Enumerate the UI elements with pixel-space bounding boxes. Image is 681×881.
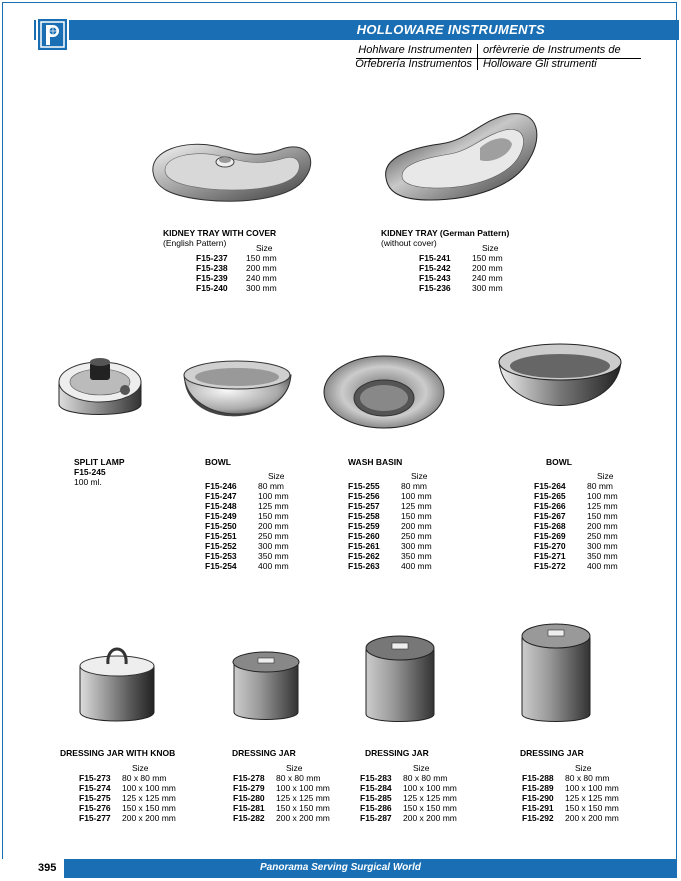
size-row xyxy=(348,521,432,531)
product-size: 100 mm xyxy=(587,491,618,501)
product-size: 125 x 125 mm xyxy=(565,793,619,803)
dressing-jar-1-caption xyxy=(232,748,296,758)
product-name: BOWL xyxy=(205,457,231,467)
size-row xyxy=(534,541,618,551)
product-code: F15-262 xyxy=(348,551,380,561)
product-size: 80 mm xyxy=(401,481,427,491)
product-code: F15-273 xyxy=(79,773,111,783)
product-size: 200 mm xyxy=(472,263,503,273)
product-name: DRESSING JAR xyxy=(365,748,429,758)
product-size: 350 mm xyxy=(401,551,432,561)
product-name: DRESSING JAR WITH KNOB xyxy=(60,748,176,758)
product-code: F15-267 xyxy=(534,511,566,521)
product-code: F15-289 xyxy=(522,783,554,793)
product-code: F15-241 xyxy=(419,253,451,263)
kidney-tray-with-cover-image xyxy=(145,132,320,212)
product-size: 150 x 150 mm xyxy=(403,803,457,813)
product-code: F15-249 xyxy=(205,511,237,521)
size-header: Size xyxy=(597,471,614,481)
product-size: 125 mm xyxy=(401,501,432,511)
product-size: 80 mm xyxy=(587,481,613,491)
size-row xyxy=(360,783,457,793)
deep-bowl-image xyxy=(495,340,625,425)
size-header: Size xyxy=(411,471,428,481)
product-size: 150 x 150 mm xyxy=(276,803,330,813)
size-row xyxy=(534,551,618,561)
product-size: 150 mm xyxy=(472,253,503,263)
product-code: F15-269 xyxy=(534,531,566,541)
size-row xyxy=(205,491,289,501)
dressing-jar-knob-size-list xyxy=(79,763,176,823)
product-size: 125 x 125 mm xyxy=(403,793,457,803)
size-row xyxy=(233,813,330,823)
size-row xyxy=(233,793,330,803)
subtitle-divider-vertical xyxy=(477,44,478,70)
product-code: F15-259 xyxy=(348,521,380,531)
product-size: 250 mm xyxy=(587,531,618,541)
size-row xyxy=(360,813,457,823)
size-row xyxy=(522,803,619,813)
product-size: 300 mm xyxy=(246,283,277,293)
product-code: F15-287 xyxy=(360,813,392,823)
product-size: 350 mm xyxy=(587,551,618,561)
product-code: F15-275 xyxy=(79,793,111,803)
product-code: F15-261 xyxy=(348,541,380,551)
size-row xyxy=(348,531,432,541)
product-size: 200 x 200 mm xyxy=(565,813,619,823)
product-code: F15-263 xyxy=(348,561,380,571)
product-code: F15-286 xyxy=(360,803,392,813)
size-row xyxy=(196,273,277,283)
product-size: 150 mm xyxy=(258,511,289,521)
product-name: SPLIT LAMP xyxy=(74,457,125,467)
size-row xyxy=(419,263,503,273)
subtitle-french: orfèvrerie de Instruments de xyxy=(483,44,621,56)
kidney-tray-german-size-list xyxy=(419,243,503,293)
size-row xyxy=(233,773,330,783)
size-row xyxy=(348,541,432,551)
product-size: 80 x 80 mm xyxy=(276,773,321,783)
product-code: F15-246 xyxy=(205,481,237,491)
size-row xyxy=(419,253,503,263)
size-row xyxy=(522,783,619,793)
product-code: F15-255 xyxy=(348,481,380,491)
page-title: HOLLOWARE INSTRUMENTS xyxy=(356,22,545,37)
product-code: F15-248 xyxy=(205,501,237,511)
product-note: (without cover) xyxy=(381,238,437,248)
product-code: F15-258 xyxy=(348,511,380,521)
product-size: 125 x 125 mm xyxy=(122,793,176,803)
product-code: F15-290 xyxy=(522,793,554,803)
product-code: F15-265 xyxy=(534,491,566,501)
product-size: 250 mm xyxy=(258,531,289,541)
size-row xyxy=(233,783,330,793)
product-code: F15-252 xyxy=(205,541,237,551)
dressing-jar-knob-caption xyxy=(60,748,175,758)
footer-slogan: Panorama Serving Surgical World xyxy=(260,862,421,873)
wash-basin-caption xyxy=(348,457,402,467)
product-name: DRESSING JAR xyxy=(520,748,584,758)
product-size: 300 mm xyxy=(258,541,289,551)
product-code: F15-260 xyxy=(348,531,380,541)
size-row xyxy=(79,803,176,813)
product-size: 350 mm xyxy=(258,551,289,561)
page-number: 395 xyxy=(38,862,57,874)
dressing-jar-with-knob-image xyxy=(76,640,158,725)
product-size: 200 x 200 mm xyxy=(276,813,330,823)
size-row xyxy=(534,561,618,571)
product-size: 200 x 200 mm xyxy=(403,813,457,823)
size-header: Size xyxy=(268,471,285,481)
dressing-jar-3-size-list xyxy=(522,763,619,823)
product-name: KIDNEY TRAY (German Pattern) xyxy=(381,228,510,238)
deep-bowl-caption xyxy=(546,457,572,467)
product-code: F15-288 xyxy=(522,773,554,783)
product-name: BOWL xyxy=(546,457,572,467)
product-code: F15-264 xyxy=(534,481,566,491)
product-code: F15-285 xyxy=(360,793,392,803)
product-name: DRESSING JAR xyxy=(232,748,296,758)
size-row xyxy=(522,813,619,823)
dressing-jar-1-size-list xyxy=(233,763,330,823)
product-code: F15-245 xyxy=(74,467,106,477)
product-note: 100 ml. xyxy=(74,477,102,487)
size-row xyxy=(205,561,289,571)
product-code: F15-270 xyxy=(534,541,566,551)
size-header: Size xyxy=(413,763,430,773)
product-size: 100 mm xyxy=(258,491,289,501)
bowl-caption xyxy=(205,457,231,467)
size-row xyxy=(348,491,432,501)
size-row xyxy=(522,773,619,783)
product-code: F15-277 xyxy=(79,813,111,823)
size-row xyxy=(360,773,457,783)
product-code: F15-272 xyxy=(534,561,566,571)
product-code: F15-239 xyxy=(196,273,228,283)
size-row xyxy=(419,283,503,293)
dressing-jar-3-caption xyxy=(520,748,584,758)
size-row xyxy=(348,561,432,571)
size-row xyxy=(205,481,289,491)
product-code: F15-283 xyxy=(360,773,392,783)
size-row xyxy=(534,521,618,531)
panorama-logo xyxy=(36,17,69,52)
product-code: F15-291 xyxy=(522,803,554,813)
product-size: 240 mm xyxy=(246,273,277,283)
size-header: Size xyxy=(286,763,303,773)
size-row xyxy=(205,511,289,521)
product-code: F15-271 xyxy=(534,551,566,561)
size-header: Size xyxy=(256,243,273,253)
product-size: 125 mm xyxy=(258,501,289,511)
product-size: 300 mm xyxy=(472,283,503,293)
dressing-jar-1-image xyxy=(230,648,302,723)
product-code: F15-279 xyxy=(233,783,265,793)
size-row xyxy=(233,803,330,813)
product-code: F15-266 xyxy=(534,501,566,511)
size-row xyxy=(522,793,619,803)
product-note: (English Pattern) xyxy=(163,238,227,248)
product-size: 300 mm xyxy=(587,541,618,551)
size-row xyxy=(534,491,618,501)
size-row xyxy=(534,531,618,541)
product-code: F15-278 xyxy=(233,773,265,783)
product-code: F15-237 xyxy=(196,253,228,263)
product-code: F15-243 xyxy=(419,273,451,283)
product-size: 150 mm xyxy=(401,511,432,521)
page-frame xyxy=(2,2,677,877)
product-size: 200 mm xyxy=(258,521,289,531)
dressing-jar-2-caption xyxy=(365,748,429,758)
product-code: F15-284 xyxy=(360,783,392,793)
size-row xyxy=(79,793,176,803)
size-row xyxy=(419,273,503,283)
size-row xyxy=(534,501,618,511)
product-size: 150 mm xyxy=(246,253,277,263)
product-code: F15-236 xyxy=(419,283,451,293)
size-row xyxy=(196,253,277,263)
size-row xyxy=(360,793,457,803)
wash-basin-size-list xyxy=(348,471,432,571)
product-size: 150 x 150 mm xyxy=(122,803,176,813)
subtitle-italian: Holloware Gli strumenti xyxy=(483,58,597,70)
product-name: WASH BASIN xyxy=(348,457,403,467)
size-row xyxy=(348,501,432,511)
size-header: Size xyxy=(575,763,592,773)
product-size: 200 mm xyxy=(401,521,432,531)
size-header: Size xyxy=(482,243,499,253)
product-size: 150 x 150 mm xyxy=(565,803,619,813)
product-code: F15-251 xyxy=(205,531,237,541)
size-row xyxy=(534,481,618,491)
product-code: F15-281 xyxy=(233,803,265,813)
product-size: 100 x 100 mm xyxy=(403,783,457,793)
product-size: 80 x 80 mm xyxy=(122,773,167,783)
kidney-tray-german-image xyxy=(380,108,545,208)
product-code: F15-240 xyxy=(196,283,228,293)
split-lamp-caption xyxy=(74,457,125,487)
product-size: 100 x 100 mm xyxy=(565,783,619,793)
size-row xyxy=(205,541,289,551)
size-row xyxy=(534,511,618,521)
product-code: F15-253 xyxy=(205,551,237,561)
product-size: 240 mm xyxy=(472,273,503,283)
size-row xyxy=(79,773,176,783)
split-lamp-image xyxy=(55,352,145,430)
size-row xyxy=(205,501,289,511)
product-size: 200 mm xyxy=(246,263,277,273)
product-name: KIDNEY TRAY WITH COVER xyxy=(163,228,277,238)
product-size: 100 x 100 mm xyxy=(276,783,330,793)
bowl-image xyxy=(180,355,295,430)
product-size: 80 x 80 mm xyxy=(565,773,610,783)
product-size: 400 mm xyxy=(258,561,289,571)
product-code: F15-268 xyxy=(534,521,566,531)
product-size: 150 mm xyxy=(587,511,618,521)
size-row xyxy=(196,283,277,293)
size-header: Size xyxy=(132,763,149,773)
product-size: 125 mm xyxy=(587,501,618,511)
size-row xyxy=(205,531,289,541)
size-row xyxy=(79,783,176,793)
product-code: F15-257 xyxy=(348,501,380,511)
product-code: F15-274 xyxy=(79,783,111,793)
product-code: F15-247 xyxy=(205,491,237,501)
subtitle-german: Hohlware Instrumenten xyxy=(358,44,472,56)
size-row xyxy=(348,481,432,491)
product-size: 200 x 200 mm xyxy=(122,813,176,823)
product-size: 100 x 100 mm xyxy=(122,783,176,793)
size-row xyxy=(79,813,176,823)
size-row xyxy=(360,803,457,813)
size-row xyxy=(196,263,277,273)
product-size: 80 x 80 mm xyxy=(403,773,448,783)
product-code: F15-242 xyxy=(419,263,451,273)
product-size: 400 mm xyxy=(587,561,618,571)
dressing-jar-2-image xyxy=(362,632,438,724)
product-code: F15-276 xyxy=(79,803,111,813)
product-size: 200 mm xyxy=(587,521,618,531)
product-code: F15-292 xyxy=(522,813,554,823)
product-code: F15-256 xyxy=(348,491,380,501)
product-code: F15-250 xyxy=(205,521,237,531)
subtitle-spanish: Orfebrería Instrumentos xyxy=(355,58,472,70)
product-code: F15-280 xyxy=(233,793,265,803)
product-code: F15-282 xyxy=(233,813,265,823)
product-size: 80 mm xyxy=(258,481,284,491)
wash-basin-image xyxy=(322,352,447,432)
kidney-tray-cover-size-list xyxy=(196,243,277,293)
product-size: 250 mm xyxy=(401,531,432,541)
size-row xyxy=(348,511,432,521)
size-row xyxy=(205,521,289,531)
dressing-jar-3-image xyxy=(518,620,594,725)
product-size: 125 x 125 mm xyxy=(276,793,330,803)
deep-bowl-size-list xyxy=(534,471,618,571)
bowl-size-list xyxy=(205,471,289,571)
product-size: 400 mm xyxy=(401,561,432,571)
dressing-jar-2-size-list xyxy=(360,763,457,823)
product-code: F15-254 xyxy=(205,561,237,571)
product-size: 100 mm xyxy=(401,491,432,501)
size-row xyxy=(348,551,432,561)
product-code: F15-238 xyxy=(196,263,228,273)
product-size: 300 mm xyxy=(401,541,432,551)
size-row xyxy=(205,551,289,561)
